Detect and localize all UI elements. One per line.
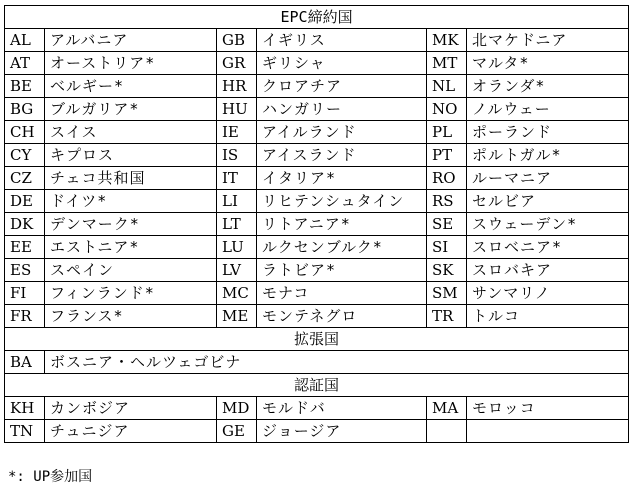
- country-name: オーストリア*: [45, 52, 217, 75]
- states-table-wrapper: [4, 5, 629, 443]
- country-name: トルコ: [467, 305, 629, 328]
- country-name: ボスニア・ヘルツェゴビナ: [45, 351, 629, 374]
- country-name: ドイツ*: [45, 190, 217, 213]
- country-name: クロアチア: [257, 75, 427, 98]
- validation-state-row: [5, 420, 629, 443]
- country-code: BG: [5, 98, 45, 121]
- footnote: *: UP参加国: [8, 469, 93, 485]
- country-code: HU: [217, 98, 257, 121]
- country-name: ジョージア: [257, 420, 427, 443]
- country-name: モロッコ: [467, 397, 629, 420]
- country-code: ES: [5, 259, 45, 282]
- country-code: LU: [217, 236, 257, 259]
- country-name: リトアニア*: [257, 213, 427, 236]
- country-name: サンマリノ: [467, 282, 629, 305]
- country-code: GB: [217, 29, 257, 52]
- country-code: TN: [5, 420, 45, 443]
- country-name: チェコ共和国: [45, 167, 217, 190]
- contracting-state-row: [5, 236, 629, 259]
- section-header-row: [5, 328, 629, 351]
- contracting-state-row: [5, 144, 629, 167]
- country-code: IE: [217, 121, 257, 144]
- country-code: CZ: [5, 167, 45, 190]
- country-code: FI: [5, 282, 45, 305]
- country-name: フランス*: [45, 305, 217, 328]
- contracting-state-row: [5, 29, 629, 52]
- country-code: KH: [5, 397, 45, 420]
- country-code: MD: [217, 397, 257, 420]
- country-name: モルドバ: [257, 397, 427, 420]
- country-name: オランダ*: [467, 75, 629, 98]
- contracting-state-row: [5, 305, 629, 328]
- country-name: ルクセンブルク*: [257, 236, 427, 259]
- country-name: ギリシャ: [257, 52, 427, 75]
- country-code: SK: [427, 259, 467, 282]
- country-name: チュニジア: [45, 420, 217, 443]
- contracting-state-row: [5, 282, 629, 305]
- country-name: [467, 420, 629, 443]
- extension-state-row: [5, 351, 629, 374]
- country-name: ベルギー*: [45, 75, 217, 98]
- country-code: IS: [217, 144, 257, 167]
- country-name: ブルガリア*: [45, 98, 217, 121]
- country-code: BE: [5, 75, 45, 98]
- epc-states-table: [4, 5, 629, 443]
- country-code: GE: [217, 420, 257, 443]
- validation-state-row: [5, 397, 629, 420]
- country-name: ポルトガル*: [467, 144, 629, 167]
- contracting-states-title: EPC締約国: [5, 6, 629, 29]
- country-code: LT: [217, 213, 257, 236]
- country-name: スロベニア*: [467, 236, 629, 259]
- contracting-state-row: [5, 167, 629, 190]
- country-name: カンボジア: [45, 397, 217, 420]
- country-name: スウェーデン*: [467, 213, 629, 236]
- contracting-state-row: [5, 75, 629, 98]
- country-code: MT: [427, 52, 467, 75]
- country-name: イギリス: [257, 29, 427, 52]
- country-code: PT: [427, 144, 467, 167]
- country-name: モンテネグロ: [257, 305, 427, 328]
- country-name: エストニア*: [45, 236, 217, 259]
- country-code: RO: [427, 167, 467, 190]
- country-name: キプロス: [45, 144, 217, 167]
- country-code: DE: [5, 190, 45, 213]
- contracting-state-row: [5, 121, 629, 144]
- country-name: モナコ: [257, 282, 427, 305]
- states-table-body: [5, 6, 629, 443]
- country-code: HR: [217, 75, 257, 98]
- country-code: LV: [217, 259, 257, 282]
- contracting-state-row: [5, 259, 629, 282]
- country-code: BA: [5, 351, 45, 374]
- section-header-row: [5, 6, 629, 29]
- country-code: MA: [427, 397, 467, 420]
- section-header-row: [5, 374, 629, 397]
- contracting-state-row: [5, 98, 629, 121]
- country-code: CH: [5, 121, 45, 144]
- country-name: リヒテンシュタイン: [257, 190, 427, 213]
- country-code: NO: [427, 98, 467, 121]
- country-name: 北マケドニア: [467, 29, 629, 52]
- country-code: LI: [217, 190, 257, 213]
- country-code: CY: [5, 144, 45, 167]
- country-code: [427, 420, 467, 443]
- country-code: PL: [427, 121, 467, 144]
- country-name: フィンランド*: [45, 282, 217, 305]
- country-name: ルーマニア: [467, 167, 629, 190]
- country-name: デンマーク*: [45, 213, 217, 236]
- country-name: セルビア: [467, 190, 629, 213]
- country-code: EE: [5, 236, 45, 259]
- country-name: スイス: [45, 121, 217, 144]
- country-code: RS: [427, 190, 467, 213]
- country-code: MC: [217, 282, 257, 305]
- country-name: ラトビア*: [257, 259, 427, 282]
- country-code: SM: [427, 282, 467, 305]
- country-code: DK: [5, 213, 45, 236]
- country-name: ポーランド: [467, 121, 629, 144]
- contracting-state-row: [5, 190, 629, 213]
- country-code: FR: [5, 305, 45, 328]
- contracting-state-row: [5, 52, 629, 75]
- validation-states-title: 認証国: [5, 374, 629, 397]
- country-name: ハンガリー: [257, 98, 427, 121]
- country-code: NL: [427, 75, 467, 98]
- contracting-state-row: [5, 213, 629, 236]
- country-code: ME: [217, 305, 257, 328]
- country-code: IT: [217, 167, 257, 190]
- country-code: MK: [427, 29, 467, 52]
- country-name: ノルウェー: [467, 98, 629, 121]
- country-name: イタリア*: [257, 167, 427, 190]
- country-code: AT: [5, 52, 45, 75]
- extension-states-title: 拡張国: [5, 328, 629, 351]
- country-name: スロバキア: [467, 259, 629, 282]
- country-name: スペイン: [45, 259, 217, 282]
- country-code: SE: [427, 213, 467, 236]
- country-code: TR: [427, 305, 467, 328]
- country-code: SI: [427, 236, 467, 259]
- country-name: マルタ*: [467, 52, 629, 75]
- country-name: アルバニア: [45, 29, 217, 52]
- country-code: AL: [5, 29, 45, 52]
- country-name: アイルランド: [257, 121, 427, 144]
- country-code: GR: [217, 52, 257, 75]
- country-name: アイスランド: [257, 144, 427, 167]
